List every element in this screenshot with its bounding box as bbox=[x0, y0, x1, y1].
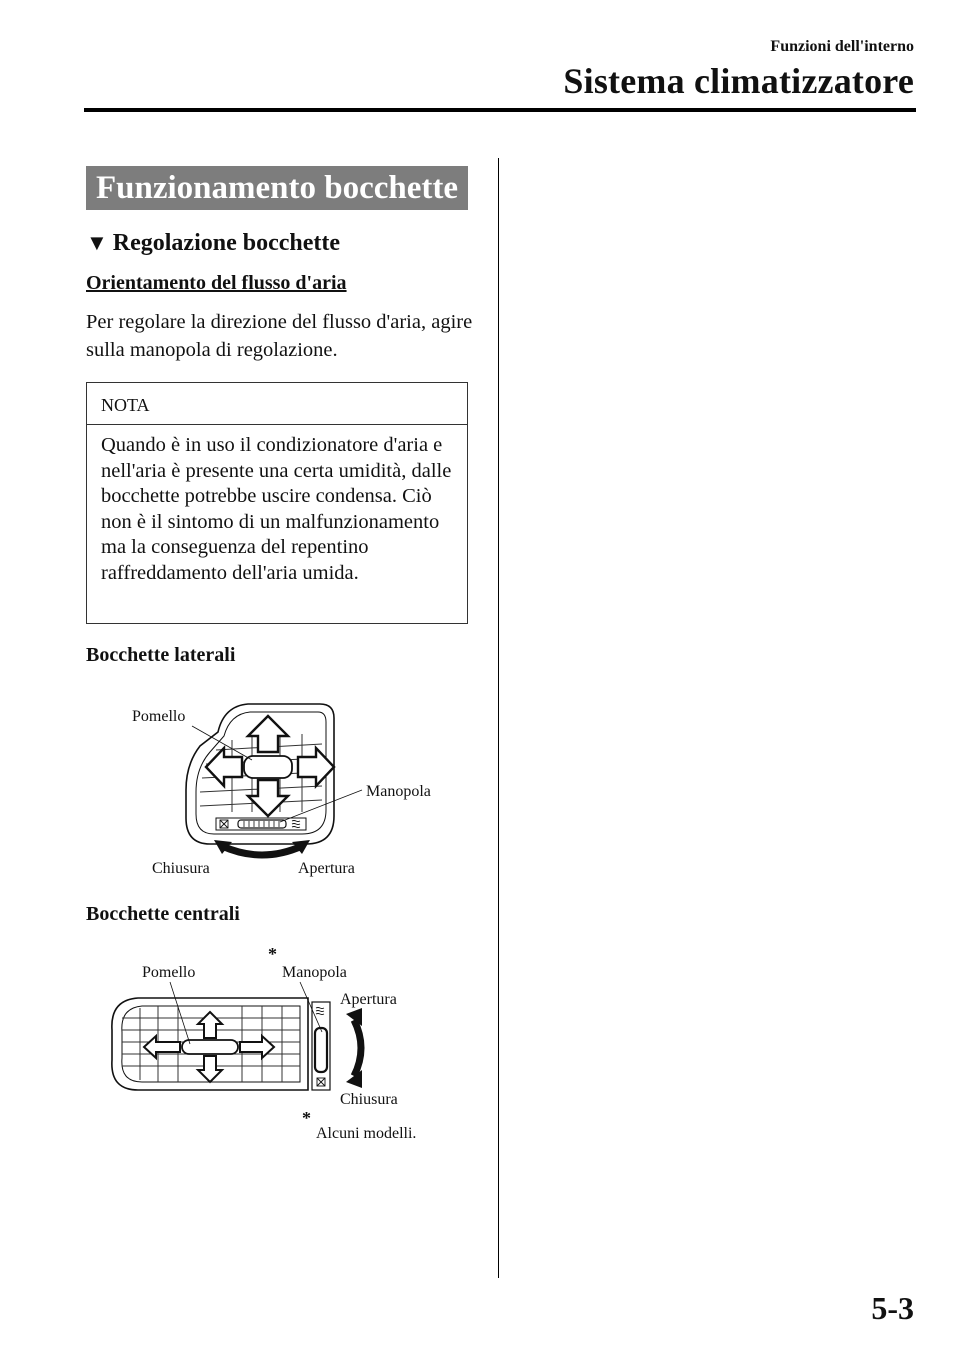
arrow-down-icon bbox=[248, 780, 288, 816]
note-title: NOTA bbox=[87, 383, 467, 425]
center-vent-diagram bbox=[100, 944, 460, 1152]
label-open-center: Apertura bbox=[340, 991, 397, 1008]
arrow-right-icon bbox=[240, 1036, 274, 1058]
arrow-left-icon bbox=[206, 748, 242, 786]
chapter-title: Funzioni dell'interno bbox=[770, 38, 914, 55]
dial bbox=[315, 1028, 327, 1072]
knob bbox=[182, 1040, 238, 1054]
arrow-left-icon bbox=[144, 1036, 180, 1058]
leader-dial bbox=[280, 790, 362, 822]
label-close-side: Chiusura bbox=[152, 860, 210, 877]
side-vent-diagram bbox=[132, 694, 460, 889]
note-box bbox=[86, 382, 468, 624]
label-knob-center: Pomello bbox=[142, 964, 196, 981]
page-title: Sistema climatizzatore bbox=[563, 61, 914, 101]
triangle-down-icon: ▼ bbox=[86, 230, 108, 255]
subsection-title bbox=[86, 230, 340, 257]
body-paragraph: Per regolare la direzione del flusso d'aria, agire sulla manopola di regolazione. bbox=[86, 311, 473, 361]
column-divider bbox=[498, 158, 499, 1278]
subsection-label: Regolazione bocchette bbox=[112, 230, 341, 256]
header-rule bbox=[84, 108, 916, 112]
arrow-down-icon bbox=[198, 1056, 222, 1082]
label-close-center: Chiusura bbox=[340, 1091, 398, 1108]
topic-title: Orientamento del flusso d'aria bbox=[86, 272, 347, 294]
section-title: Funzionamento bocchette bbox=[86, 166, 468, 210]
leader-knob bbox=[170, 982, 190, 1044]
arrow-right-icon bbox=[298, 748, 334, 786]
footnote-asterisk-icon: * bbox=[302, 1108, 311, 1128]
label-knob-side: Pomello bbox=[132, 708, 186, 725]
figure-caption-side: Bocchette laterali bbox=[86, 644, 236, 666]
note-text: Quando è in uso il condizionatore d'aria e nell'aria è presente una certa umidità, dalle bocchette potrebbe uscire condensa. Ciò non è il sintomo di un malfunzionamento ma la conseguenza del repentino raffreddamento dell'aria umida. bbox=[101, 434, 452, 584]
label-open-side: Apertura bbox=[298, 860, 355, 877]
rotation-arc bbox=[354, 1020, 361, 1076]
figure-caption-center: Bocchette centrali bbox=[86, 903, 240, 925]
footnote-text: Alcuni modelli. bbox=[316, 1125, 417, 1142]
rotation-arc bbox=[222, 846, 302, 855]
asterisk-icon: * bbox=[268, 944, 277, 964]
label-dial-side: Manopola bbox=[366, 783, 431, 800]
page-number: 5-3 bbox=[871, 1290, 914, 1326]
arrow-up-icon bbox=[198, 1012, 222, 1038]
label-dial-center: Manopola bbox=[282, 964, 347, 981]
